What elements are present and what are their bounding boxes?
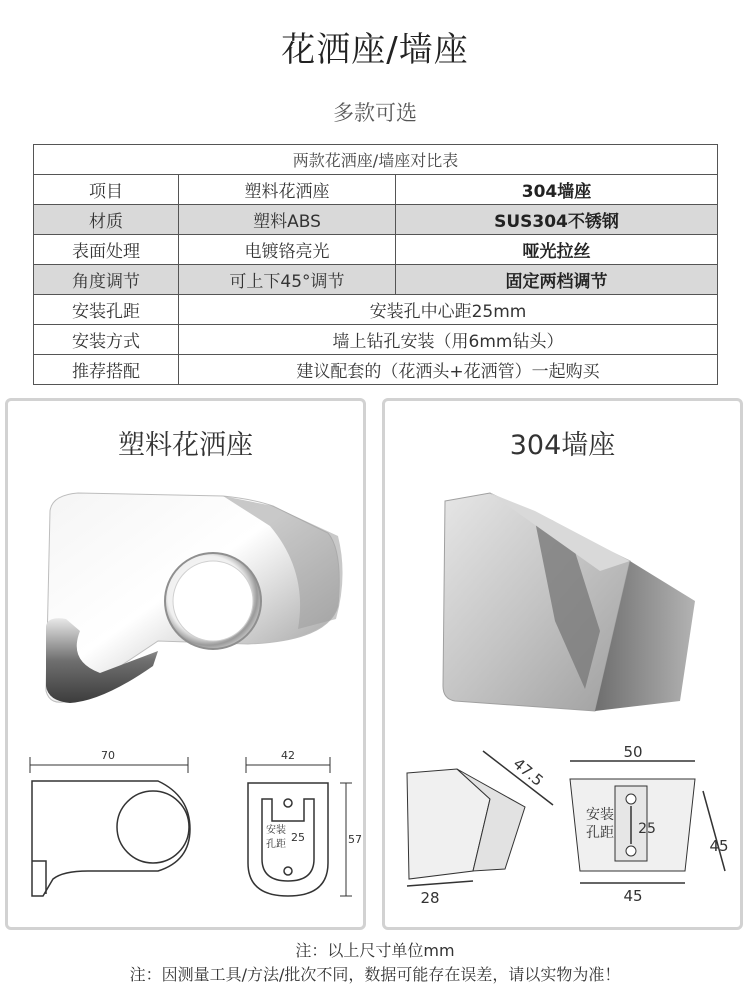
table-caption-row: [34, 145, 718, 175]
steel-cell: 固定两档调节: [396, 265, 718, 295]
height-label: 45: [709, 837, 729, 855]
steel-holder-panel: [382, 398, 743, 930]
back-width-label: 42: [281, 749, 295, 762]
plastic-cell: 电镀铬亮光: [179, 235, 396, 265]
top-width-label: 50: [623, 743, 643, 761]
steel-holder-illustration: [385, 401, 740, 927]
unit-note: 注：以上尺寸单位mm: [295, 941, 455, 960]
table-row: [34, 325, 718, 355]
back-view-drawing: [246, 757, 352, 896]
row-label: 项目: [34, 175, 179, 205]
tolerance-note: 注：因测量工具/方法/批次不同，数据可能存在误差，请以实物为准！: [129, 965, 621, 984]
side-view-drawing: [30, 757, 190, 896]
merged-cell: 安装孔中心距25mm: [179, 295, 718, 325]
table-row: [34, 235, 718, 265]
row-label: 推荐搭配: [34, 355, 179, 385]
panel-title: 304墙座: [509, 430, 616, 461]
width-label: 70: [101, 749, 115, 762]
hole-distance-label: 25: [638, 821, 656, 837]
hole-label-1: 安装: [586, 807, 614, 823]
base-label: 28: [420, 889, 440, 907]
hole-label-1: 安装: [266, 825, 286, 836]
height-label: 57: [348, 833, 362, 846]
plastic-cell: 塑料ABS: [179, 205, 396, 235]
row-label: 表面处理: [34, 235, 179, 265]
steel-cell: 哑光拉丝: [396, 235, 718, 265]
plastic-cell: 塑料花洒座: [179, 175, 396, 205]
plastic-holder-panel: [5, 398, 366, 930]
hole-distance-label: 25: [291, 831, 305, 844]
row-label: 角度调节: [34, 265, 179, 295]
panel-title: 塑料花洒座: [118, 430, 253, 461]
table-row: [34, 205, 718, 235]
merged-cell: 墙上钻孔安装（用6mm钻头）: [179, 325, 718, 355]
plastic-cell: 可上下45°调节: [179, 265, 396, 295]
table-row: [34, 175, 718, 205]
bottom-width-label: 45: [623, 887, 643, 905]
chrome-holder-photo: [46, 493, 343, 703]
hole-label-2: 孔距: [266, 839, 286, 850]
brushed-steel-holder-photo: [443, 493, 695, 711]
plastic-holder-illustration: [8, 401, 363, 927]
table-row: [34, 295, 718, 325]
merged-cell: 建议配套的（花洒头+花洒管）一起购买: [179, 355, 718, 385]
row-label: 材质: [34, 205, 179, 235]
hole-label-2: 孔距: [586, 825, 614, 841]
steel-cell: 304墙座: [396, 175, 718, 205]
table-row: [34, 355, 718, 385]
steel-cell: SUS304不锈钢: [396, 205, 718, 235]
table-caption: 两款花洒座/墙座对比表: [34, 145, 718, 175]
row-label: 安装方式: [34, 325, 179, 355]
table-row: [34, 265, 718, 295]
page-subtitle: 多款可选: [333, 101, 417, 125]
page-title: 花洒座/墙座: [281, 30, 469, 70]
depth-label: 47.5: [509, 754, 547, 790]
comparison-table: [33, 144, 718, 385]
row-label: 安装孔距: [34, 295, 179, 325]
